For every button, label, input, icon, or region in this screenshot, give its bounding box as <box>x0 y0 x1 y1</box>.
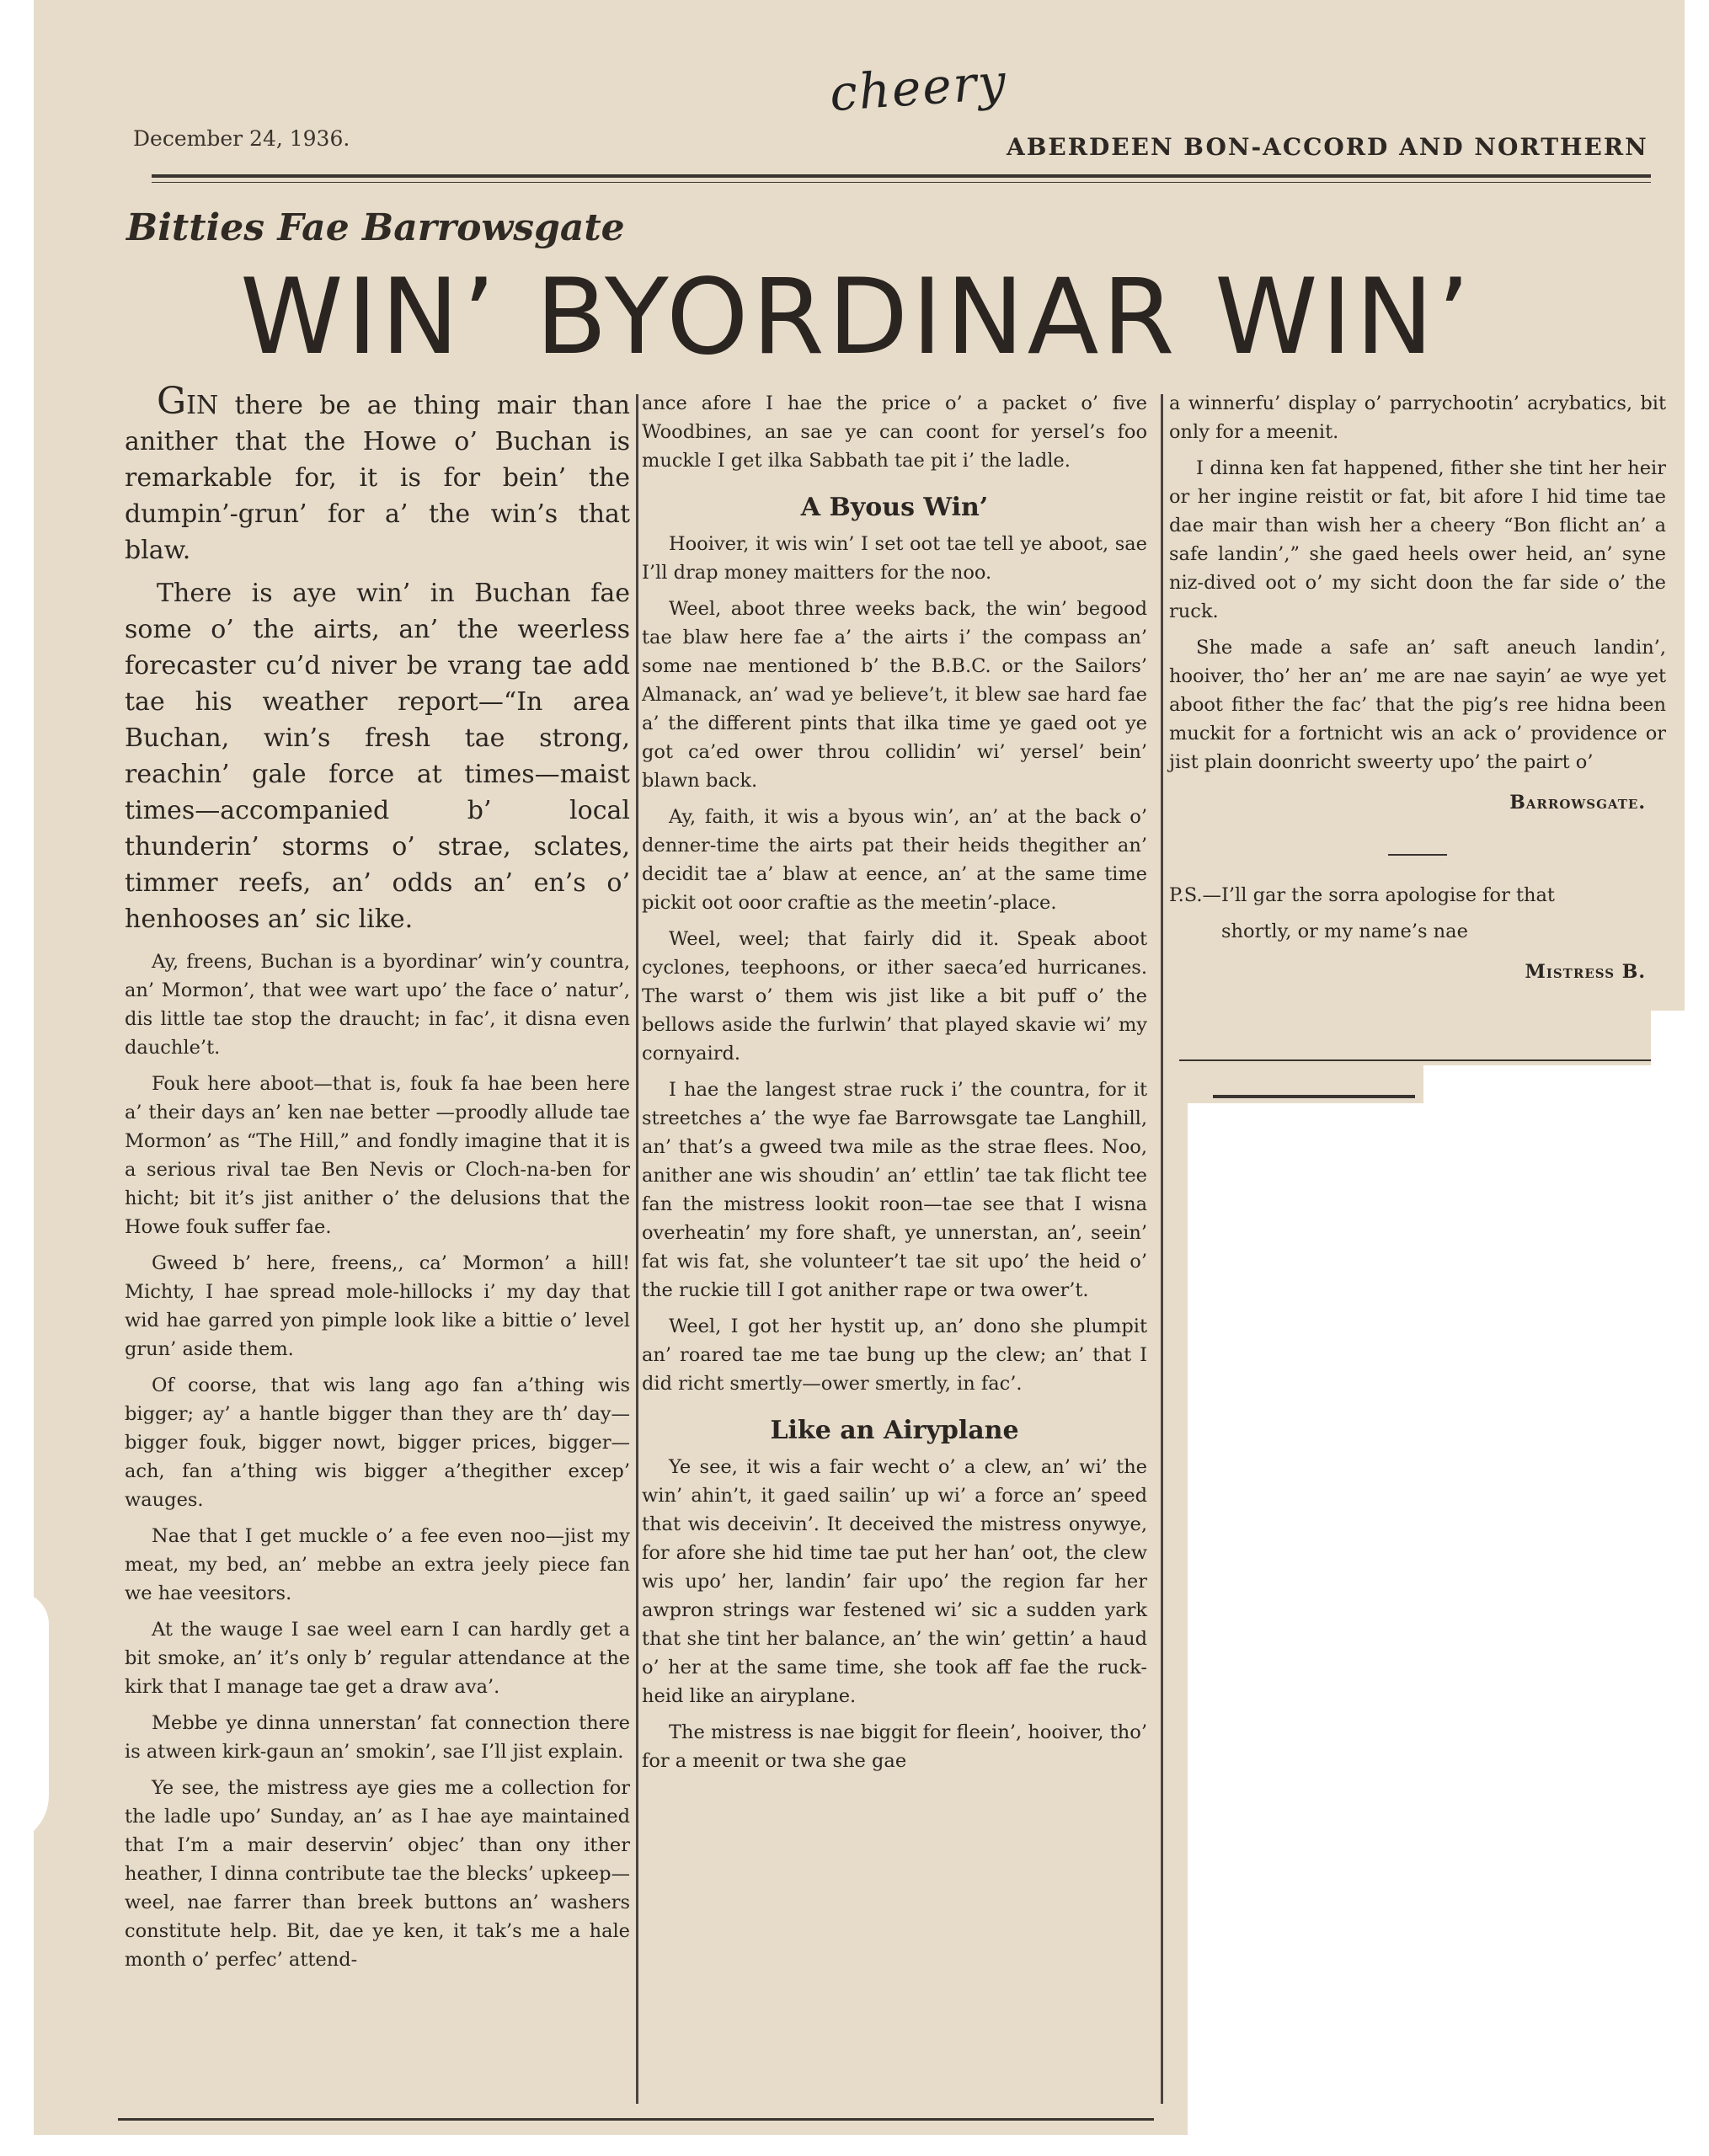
masthead-rule <box>152 174 1651 178</box>
signature-mistress: Mistress B. <box>1525 961 1646 983</box>
paragraph: I dinna ken fat happened, fither she tint her heir or her ingine reistit or fat, bit afore I hid time tae dae mair than wish her a cheery “Bon flicht an’ a safe landin’,” she gaed heels ower heid, an’ syne niz-dived oot o’ my sicht doon the far side o’ the ruck. <box>1169 457 1666 622</box>
paragraph: Weel, I got her hystit up, an’ dono she plumpit an’ roared tae me tae bung up the clew; an’ that I did richt smertly—ower smertly, in fac’. <box>642 1315 1147 1395</box>
paragraph: The mistress is nae biggit for fleein’, hooiver, tho’ for a meenit or twa she gae <box>642 1721 1147 1772</box>
postscript-line-1: P.S.—I’ll gar the sorra apologise for that <box>1169 884 1555 906</box>
masthead-rule-thin <box>152 182 1651 183</box>
column-rule-2 <box>1161 394 1163 2104</box>
paragraph: Ay, faith, it wis a byous win’, an’ at the back o’ denner-time the airts pat their heids thegither an’ decidit tae a’ blaw at eence, an’ at the same time pickit oot ooor craftie as the meetin’-place. <box>642 806 1147 914</box>
bottom-rule <box>118 2118 1154 2121</box>
article-column-2 <box>642 389 1147 1783</box>
paragraph: I hae the langest strae ruck i’ the countra, for it streetches a’ the wye fae Barrowsgate tae Langhill, an’ that’s a gweed twa mile as the strae flees. Noo, anither ane wis shoudin’ an’ ettlin’ tae tak flicht tee fan the mistress lookit roon—tae see that I wisna overheatin’ my fore shaft, ye unnerstan, an’, seein’ fat wis fat, she volunteer’t tae sit upo’ the heid o’ the ruckie till I got anither rape or twa ower’t. <box>642 1079 1147 1301</box>
paragraph: Nae that I get muckle o’ a fee even noo—jist my meat, my bed, an’ mebbe an extra jeely piece fan we hae veesitors. <box>125 1525 630 1604</box>
paragraph: Gweed b’ here, freens,, ca’ Mormon’ a hill! Michty, I hae spread mole-hillocks i’ my day that wid hae garred yon pimple look like a bittie o’ level grun’ aside them. <box>125 1252 630 1360</box>
subheading: Like an Airyplane <box>770 1416 1019 1445</box>
box-bottom-rule <box>1213 1095 1415 1098</box>
torn-edge <box>0 1592 49 1844</box>
paragraph: Of coorse, that wis lang ago fan a’thing wis bigger; ay’ a hantle bigger than they are th’ day—bigger fouk, bigger nowt, bigger prices, bigger—ach, fan a’thing wis bigger a’thegither excep’ wauges. <box>125 1374 630 1511</box>
paragraph: Fouk here aboot—that is, fouk fa hae been here a’ their days an’ ken nae better —proodly allude tae Mormon’ as “The Hill,” and fondly imagine that it is a serious rival tae Ben Nevis or Cloch-na-ben for hicht; bit it’s jist anither o’ the delusions that the Howe fouk suffer fae. <box>125 1073 630 1238</box>
paragraph: Ye see, it wis a fair wecht o’ a clew, an’ wi’ the win’ ahin’t, it gaed sailin’ up wi’ a force an’ speed that wis deceivin’. It deceived the mistress onywye, for afore she hid time tae put her han’ oot, the clew wis upo’ her, landin’ fair upo’ the region far her awpron strings war festened wi’ sic a sudden yark that she tint her balance, an’ the win’ gettin’ a haud o’ her at the same time, she took aff fae the ruck-heid like an airyplane. <box>642 1456 1147 1707</box>
paragraph: Ay, freens, Buchan is a byordinar’ win’y countra, an’ Mormon’, that wee wart upo’ the face o’ natur’, dis little tae stop the draucht; in fac’, it disna even dauchle’t. <box>125 951 630 1059</box>
masthead: ABERDEEN BON-ACCORD AND NORTHERN <box>1007 133 1648 161</box>
torn-edge-right <box>1651 1011 1709 1095</box>
paragraph: At the wauge I sae weel earn I can hardly get a bit smoke, an’ it’s only b’ regular attendance at the kirk that I manage tae get a draw ava’. <box>125 1619 630 1698</box>
handwritten-note: cheery <box>827 52 1010 123</box>
paragraph: Ye see, the mistress aye gies me a collection for the ladle upo’ Sunday, an’ as I hae aye maintained that I’m a mair deservin’ objec’ than ony ither heather, I dinna contribute tae the blecks’ upkeep—weel, nae farrer than breek buttons an’ washers constitute help. Bit, dae ye ken, it tak’s me a hale month o’ perfec’ attend- <box>125 1777 630 1971</box>
article-column-1 <box>125 380 630 1982</box>
article-kicker: Bitties Fae Barrowsgate <box>126 206 625 249</box>
paragraph: a winnerfu’ display o’ parrychootin’ acrybatics, bit only for a meenit. <box>1169 392 1666 443</box>
postscript-line-2: shortly, or my name’s nae <box>1221 921 1468 942</box>
short-divider <box>1388 854 1447 856</box>
drop-cap: G <box>157 380 187 423</box>
article-column-3 <box>1169 389 1666 994</box>
paragraph: Weel, aboot three weeks back, the win’ begood tae blaw here fae a’ the airts i’ the compass an’ some nae mentioned b’ the B.B.C. or the Sailors’ Almanack, an’ wad ye believe’t, it blew sae hard fae a’ the different pints that ilka time ye gaed oot ye got ca’ed ower throu collidin’ wi’ yersel’ bein’ blawn back. <box>642 598 1147 792</box>
paragraph: Weel, weel; that fairly did it. Speak aboot cyclones, teephoons, or ither saeca’ed hurricanes. The warst o’ them wis jist like a bit puff o’ the bellows aside the furlwin’ that played skavie wi’ my cornyaird. <box>642 928 1147 1065</box>
signature-barrowsgate: Barrowsgate. <box>1509 792 1646 814</box>
issue-date: December 24, 1936. <box>133 126 350 151</box>
paragraph: ance afore I hae the price o’ a packet o’ five Woodbines, an sae ye can coont for yersel’s foo muckle I get ilka Sabbath tae pit i’ the ladle. <box>642 392 1147 472</box>
box-border-rule <box>1179 1059 1651 1061</box>
subheading: A Byous Win’ <box>800 493 989 522</box>
lead-paragraph: GIN there be ae thing mair than anither that the Howe o’ Buchan is remarkable for, it is for bein’ the dumpin’-grun’ for a’ the win’s that blaw. <box>125 380 630 565</box>
paragraph: Mebbe ye dinna unnerstan’ fat connection there is atween kirk-gaun an’ smokin’, sae I’ll jist explain. <box>125 1712 630 1763</box>
paragraph: Hooiver, it wis win’ I set oot tae tell ye aboot, sae I’ll drap money maitters for the noo. <box>642 533 1147 584</box>
column-rule-1 <box>636 394 638 2104</box>
paragraph: She made a safe an’ saft aneuch landin’, hooiver, tho’ her an’ me are nae sayin’ ae wye yet aboot fither the fac’ that the pig’s ree hidna been muckit for a fortnicht wis an ack o’ providence or jist plain doonricht sweerty upo’ the pairt o’ <box>1169 637 1666 773</box>
paragraph: There is aye win’ in Buchan fae some o’ the airts, an’ the weerless forecaster cu’d niver be vrang tae add tae his weather report—“In area Buchan, win’s fresh tae strong, reachin’ gale force at times—maist times—accompanied b’ local thunderin’ storms o’ strae, sclates, timmer reefs, an’ odds an’ en’s o’ henhooses an’ sic like. <box>125 579 630 934</box>
article-headline: WIN’ BYORDINAR WIN’ <box>240 257 1474 378</box>
